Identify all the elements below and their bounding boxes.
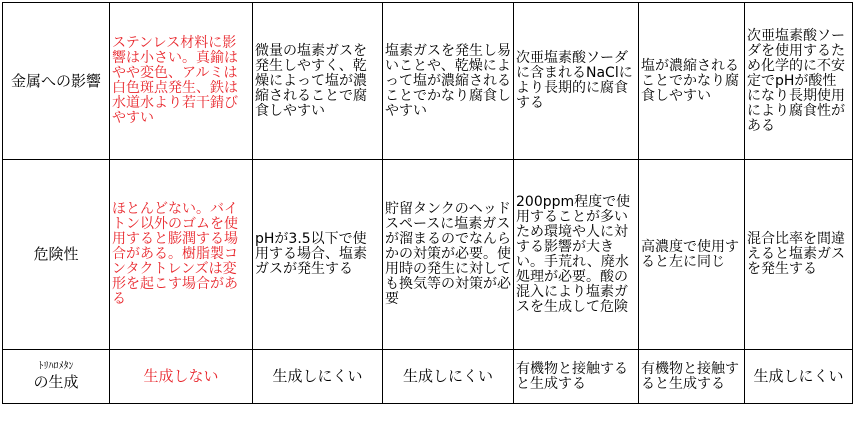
table-cell: 貯留タンクのヘッドスペースに塩素ガスが溜まるのでなんらかの対策が必要。使用時の発生に対しても換気等の対策が必要 <box>383 160 514 350</box>
table-cell: 塩が濃縮されることでかなり腐食しやすい <box>639 3 745 160</box>
table-row-danger <box>3 160 853 350</box>
table-cell: 200ppm程度で使用することが多いため環境や人に対する影響が大きい。手荒れ、廃水処理が必要。酸の混入により塩素ガスを生成して危険 <box>514 160 639 350</box>
row-header-metal-effect: 金属への影響 <box>3 3 110 160</box>
table-cell: 生成しにくい <box>745 350 853 404</box>
table-cell: 次亜塩素酸ソーダを使用するため化学的に不安定でpHが酸性になり長期使用により腐食性がある <box>745 3 853 160</box>
table-cell: 生成しない <box>110 350 253 404</box>
row-header-line1: ﾄﾘﾊﾛﾒﾀﾝ <box>38 361 74 372</box>
table-row-trihalomethane <box>3 350 853 404</box>
row-header-line2: の生成 <box>33 373 79 391</box>
table-row-metal-effect <box>3 3 853 160</box>
table-cell: 有機物と接触すると生成する <box>639 350 745 404</box>
row-header-trihalomethane <box>3 350 110 404</box>
table-cell: pHが3.5以下で使用する場合、塩素ガスが発生する <box>253 160 383 350</box>
table-cell: 有機物と接触すると生成する <box>514 350 639 404</box>
table-cell: 生成しにくい <box>383 350 514 404</box>
row-header-danger: 危険性 <box>3 160 110 350</box>
table-cell: 塩素ガスを発生し易いことや、乾燥によって塩が濃縮されることでかなり腐食しやすい <box>383 3 514 160</box>
comparison-table <box>2 2 853 404</box>
table-cell: 生成しにくい <box>253 350 383 404</box>
table-cell: 微量の塩素ガスを発生しやすく、乾燥によって塩が濃縮されることで腐食しやすい <box>253 3 383 160</box>
table-cell: 次亜塩素酸ソーダに含まれるNaClにより長期的に腐食する <box>514 3 639 160</box>
table-cell: ほとんどない。バイトン以外のゴムを使用すると膨潤する場合がある。樹脂製コンタクトレンズは変形を起こす場合がある <box>110 160 253 350</box>
table-cell: 混合比率を間違えると塩素ガスを発生する <box>745 160 853 350</box>
table-cell: 高濃度で使用すると左に同じ <box>639 160 745 350</box>
table-cell: ステンレス材料に影響は小さい。真鍮はやや変色、アルミは白色斑点発生、鉄は水道水より若干錆びやすい <box>110 3 253 160</box>
